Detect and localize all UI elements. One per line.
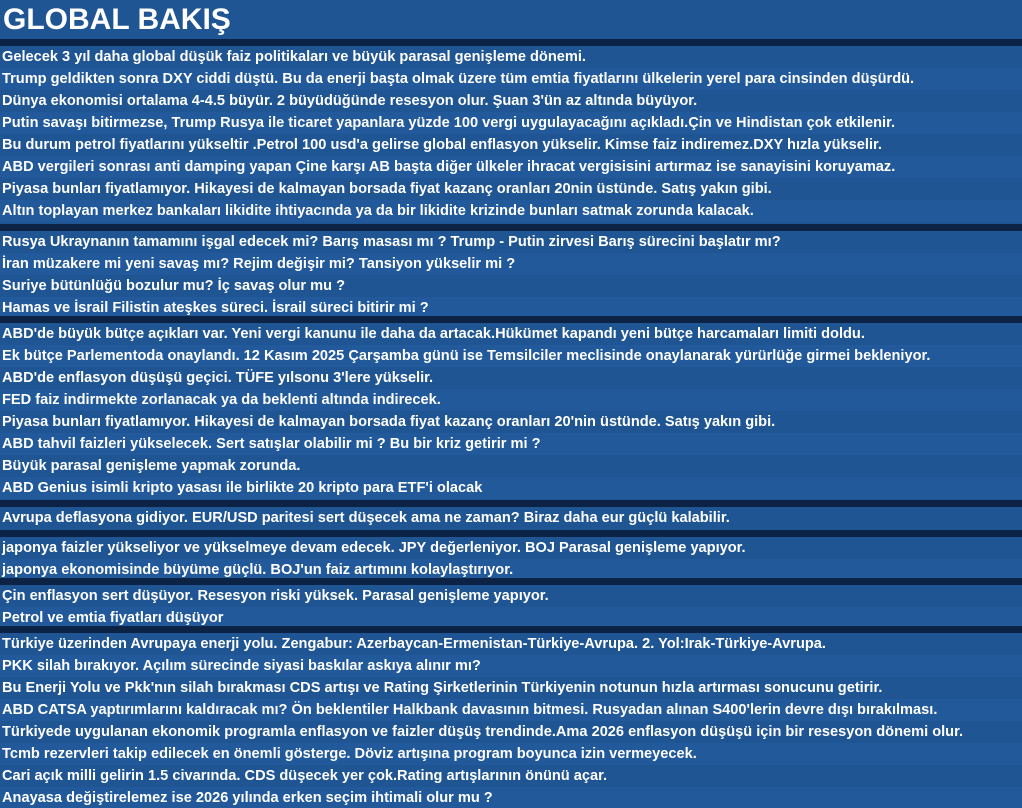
list-item: Trump geldikten sonra DXY ciddi düştü. Bu da enerji başta olmak üzere tüm emtia fiyatlarını ülkelerin yerel para cinsinden düşürdü. <box>0 68 1022 90</box>
list-item: Altın toplayan merkez bankaları likidite ihtiyacında ya da bir likidite krizinde bunları satmak zorunda kalacak. <box>0 200 1022 222</box>
list-item: Petrol ve emtia fiyatları düşüyor <box>0 607 1022 629</box>
list-item: Rusya Ukraynanın tamamını işgal edecek mi? Barış masası mı ? Trump - Putin zirvesi Barış sürecini başlatır mı? <box>0 231 1022 253</box>
list-item: ABD'de büyük bütçe açıkları var. Yeni vergi kanunu ile daha da artacak.Hükümet kapandı yeni bütçe harcamaları limiti doldu. <box>0 323 1022 345</box>
section-separator <box>0 578 1022 585</box>
list-item: Putin savaşı bitirmezse, Trump Rusya ile ticaret yapanlara yüzde 100 vergi uygulayacağını açıkladı.Çin ve Hindistan çok etkilenir. <box>0 112 1022 134</box>
list-item: FED faiz indirmekte zorlanacak ya da beklenti altında indirecek. <box>0 389 1022 411</box>
page-title: GLOBAL BAKIŞ <box>0 0 1022 39</box>
list-item: japonya faizler yükseliyor ve yükselmeye devam edecek. JPY değerleniyor. BOJ Parasal genişleme yapıyor. <box>0 537 1022 559</box>
list-item: PKK silah bırakıyor. Açılım sürecinde siyasi baskılar askıya alınır mı? <box>0 655 1022 677</box>
list-item: Anayasa değiştirelemez ise 2026 yılında erken seçim ihtimali olur mu ? <box>0 787 1022 808</box>
section-separator <box>0 39 1022 46</box>
list-item: Dünya ekonomisi ortalama 4-4.5 büyür. 2 büyüdüğünde resesyon olur. Şuan 3'ün az altında büyüyor. <box>0 90 1022 112</box>
list-item: Tcmb rezervleri takip edilecek en önemli gösterge. Döviz artışına program boyunca izin vermeyecek. <box>0 743 1022 765</box>
list-item: Bu durum petrol fiyatlarını yükseltir .Petrol 100 usd'a gelirse global enflasyon yükselir. Kimse faiz indiremez.DXY hızla yükselir. <box>0 134 1022 156</box>
list-item: Türkiye üzerinden Avrupaya enerji yolu. Zengabur: Azerbaycan-Ermenistan-Türkiye-Avrupa. 2. Yol:Irak-Türkiye-Avrupa. <box>0 633 1022 655</box>
list-item: Çin enflasyon sert düşüyor. Resesyon riski yüksek. Parasal genişleme yapıyor. <box>0 585 1022 607</box>
list-item: Piyasa bunları fiyatlamıyor. Hikayesi de kalmayan borsada fiyat kazanç oranları 20'nin üstünde. Satış yakın gibi. <box>0 411 1022 433</box>
list-item: ABD tahvil faizleri yükselecek. Sert satışlar olabilir mi ? Bu bir kriz getirir mi ? <box>0 433 1022 455</box>
section-separator <box>0 626 1022 633</box>
list-item: Gelecek 3 yıl daha global düşük faiz politikaları ve büyük parasal genişleme dönemi. <box>0 46 1022 68</box>
section-separator <box>0 500 1022 507</box>
list-item: ABD'de enflasyon düşüşü geçici. TÜFE yılsonu 3'lere yükselir. <box>0 367 1022 389</box>
list-item: Suriye bütünlüğü bozulur mu? İç savaş olur mu ? <box>0 275 1022 297</box>
list-item: japonya ekonomisinde büyüme güçlü. BOJ'un faiz artımını kolaylaştırıyor. <box>0 559 1022 581</box>
list-item: ABD vergileri sonrası anti damping yapan Çine karşı AB başta diğer ülkeler ihracat vergisisini artırmaz ise sanayisini koruyamaz. <box>0 156 1022 178</box>
list-item: Cari açık milli gelirin 1.5 civarında. CDS düşecek yer çok.Rating artışlarının önünü açar. <box>0 765 1022 787</box>
list-item: Piyasa bunları fiyatlamıyor. Hikayesi de kalmayan borsada fiyat kazanç oranları 20nin üstünde. Satış yakın gibi. <box>0 178 1022 200</box>
list-item: Hamas ve İsrail Filistin ateşkes süreci. İsrail süreci bitirir mi ? <box>0 297 1022 319</box>
list-item: Avrupa deflasyona gidiyor. EUR/USD paritesi sert düşecek ama ne zaman? Biraz daha eur güçlü kalabilir. <box>0 507 1022 529</box>
list-item: Türkiyede uygulanan ekonomik programla enflasyon ve faizler düşüş trendinde.Ama 2026 enflasyon düşüşü için bir resesyon dönemi olur. <box>0 721 1022 743</box>
list-item: ABD Genius isimli kripto yasası ile birlikte 20 kripto para ETF'i olacak <box>0 477 1022 499</box>
list-item: İran müzakere mi yeni savaş mı? Rejim değişir mi? Tansiyon yükselir mi ? <box>0 253 1022 275</box>
list-item: Büyük parasal genişleme yapmak zorunda. <box>0 455 1022 477</box>
list-item: ABD CATSA yaptırımlarını kaldıracak mı? Ön beklentiler Halkbank davasının bitmesi. Rusyadan alınan S400'lerin devre dışı bırakılması. <box>0 699 1022 721</box>
section-separator <box>0 224 1022 231</box>
section-separator <box>0 530 1022 537</box>
list-item: Bu Enerji Yolu ve Pkk'nın silah bırakması CDS artışı ve Rating Şirketlerinin Türkiyenin notunun hızla artırması sonucunu getirir. <box>0 677 1022 699</box>
section-separator <box>0 316 1022 323</box>
list-item: Ek bütçe Parlementoda onaylandı. 12 Kasım 2025 Çarşamba günü ise Temsilciler meclisinde onaylanarak yürürlüğe girmei bekleniyor. <box>0 345 1022 367</box>
